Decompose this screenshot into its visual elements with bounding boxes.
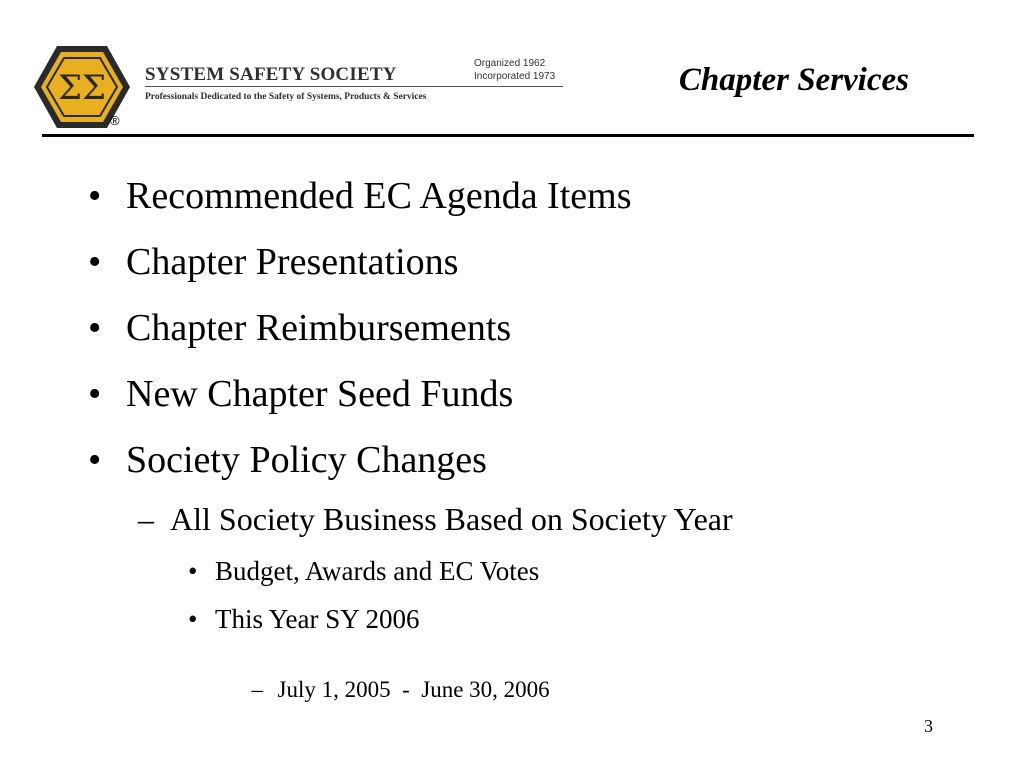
bullet-text: Society Policy Changes xyxy=(126,439,487,481)
bullet-marker: • xyxy=(88,373,102,415)
sub-sub-bullet-marker: • xyxy=(188,604,198,634)
bullet-item xyxy=(88,306,511,350)
title-rule xyxy=(42,134,974,137)
sub-sub-bullet-text: This Year SY 2006 xyxy=(215,604,420,634)
sub-sub-sub-bullet-item xyxy=(240,651,550,703)
sub-sub-bullet-item xyxy=(188,604,420,635)
slide-title: Chapter Services xyxy=(678,62,909,98)
organization-dates xyxy=(474,57,555,83)
sub-bullet-marker: – xyxy=(138,501,154,537)
organized-year: Organized 1962 xyxy=(474,58,546,69)
organization-name: SYSTEM SAFETY SOCIETY xyxy=(145,64,397,85)
bullet-text: Chapter Presentations xyxy=(126,241,459,283)
bullet-marker: • xyxy=(88,241,102,283)
bullet-text: Chapter Reimbursements xyxy=(126,307,512,349)
bullet-marker: • xyxy=(88,307,102,349)
sub-bullet-text: All Society Business Based on Society Year xyxy=(170,501,733,537)
registered-mark: ® xyxy=(110,113,120,128)
bullet-text: New Chapter Seed Funds xyxy=(126,373,514,415)
bullet-text: Recommended EC Agenda Items xyxy=(126,175,632,217)
date-range-text: July 1, 2005 - June 30, 2006 xyxy=(277,677,550,702)
sub-sub-sub-bullet-marker: – xyxy=(251,677,263,702)
bullet-item xyxy=(88,174,632,218)
bullet-item xyxy=(88,438,487,482)
logo-sigma-text: ΣΣ xyxy=(57,68,107,108)
sub-sub-bullet-item xyxy=(188,556,539,587)
sub-sub-bullet-marker: • xyxy=(188,556,198,586)
sub-sub-bullet-text: Budget, Awards and EC Votes xyxy=(215,556,540,586)
incorporated-year: Incorporated 1973 xyxy=(474,71,556,82)
bullet-item xyxy=(88,240,458,284)
header-divider xyxy=(145,86,563,87)
bullet-item xyxy=(88,372,513,416)
bullet-marker: • xyxy=(88,175,102,217)
bullet-marker: • xyxy=(88,439,102,481)
sub-bullet-item xyxy=(138,501,733,538)
page-number: 3 xyxy=(924,716,933,736)
organization-tagline: Professionals Dedicated to the Safety of Systems, Products & Services xyxy=(145,92,427,102)
